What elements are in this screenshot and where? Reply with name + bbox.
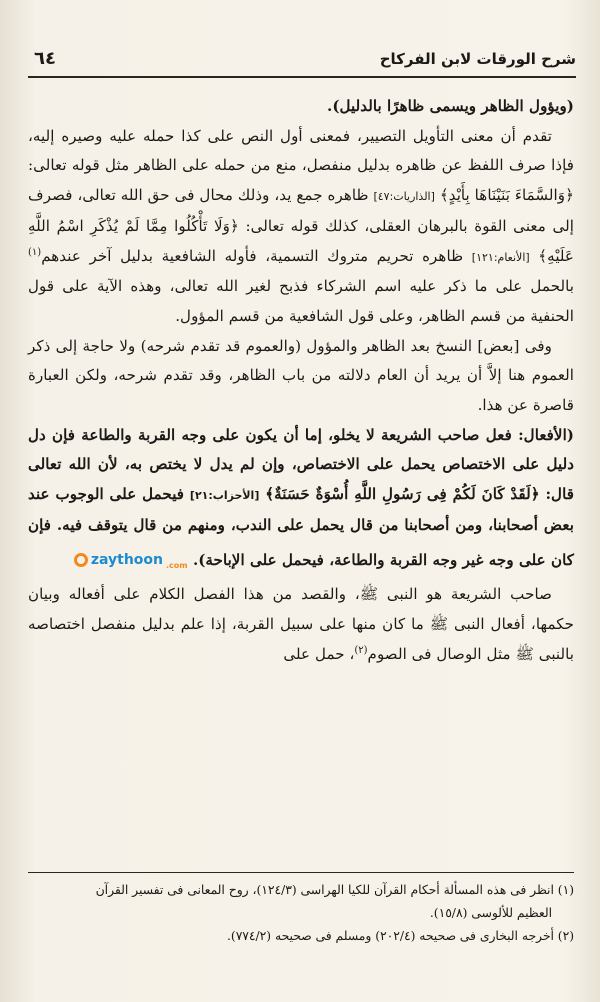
main-text [28,92,574,669]
matn-text: فيحمل على الوجوب عند بعض أصحابنا، ومن أصحابنا من قال يحمل على الندب، ومنهم من قال يتوقف فيه. فإن كان على وجه غير وجه القربة والطاعة، فيحمل على الإباحة). [28,485,574,569]
commentary-text: بالحمل على ما ذكر عليه اسم الشركاء فذبح لغير الله تعالى، وهذه الآية على قول الحنفية من قسم الظاهر، وعلى قول الشافعية من قسم المؤول. [28,277,574,325]
footnote-text: (٢) أخرجه البخارى فى صحيحه (٢٠٢/٤) ومسلم فى صحيحه (٧٧٤/٢). [226,929,574,943]
commentary-text: وفى [بعض] النسخ بعد الظاهر والمؤول (والعموم قد تقدم شرحه) ولا حاجة إلى ذكر العموم هنا إلاَّ أن يريد أن العام دلالته من باب الظاهر، وقد تقدم شرحه، ولكن العبارة قاصرة عن هذا. [28,336,574,415]
quran-reference: [الأنعام:١٢١] [471,250,530,264]
watermark-tld: .com [166,560,188,570]
footnote-text: (١) انظر فى هذه المسألة أحكام القرآن للكيا الهراسى (١٢٤/٣)، روح المعانى فى تفسير القرآن [95,883,574,897]
footnote-marker[interactable]: (٢) [354,644,368,656]
matn-text: (الأفعال: فعل صاحب الشريعة لا يخلو، إما أن يكون على وجه القربة والطاعة فإن دل دليل على الاختصاص يحمل على الاختصاص، وإن لم يدل لا يختص به، لأن الله تعالى قال: ﴿لَقَدْ كَانَ لَكُمْ فِى رَسُولِ اللَّهِ أُسْوَةٌ حَسَنَةٌ﴾ [28,425,574,504]
commentary-text: تقدم أن معنى التأويل التصيير، فمعنى أول النص على كذا حمله عليه وصيره إليه، فإذا صرف اللفظ عن ظاهره بدليل منفصل، منع من حمله على الظاهر مثل قوله تعالى: ﴿وَالسَّمَاءَ بَنَيْنَاهَا بِأَيْدٍ﴾ [28,126,574,205]
commentary-paragraph-1 [28,122,574,332]
footnote-text: العظيم للألوسى (١٥/٨). [429,906,552,920]
running-header [28,46,576,78]
commentary-paragraph-2 [28,332,574,421]
zaythoon-logo-icon [74,553,88,567]
commentary-text: ظاهره تحريم متروك التسمية، فأوله الشافعية بدليل آخر عندهم [41,246,464,265]
matn-paragraph-1 [28,92,574,122]
matn-text: (ويؤول الظاهر ويسمى ظاهرًا بالدليل). [327,97,574,115]
commentary-text: ظاهره جمع يد، وذلك محال فى حق الله تعالى، فصرف إلى معنى القوة بالبرهان العقلى، كذلك قوله تعالى: ﴿وَلَا تَأْكُلُوا مِمَّا لَمْ يُذْكَرِ اسْمُ اللَّهِ عَلَيْهِ﴾ [28,186,574,265]
footnote-1 [28,879,574,902]
book-title: شرح الورقات لابن الفركاح [379,50,576,68]
matn-paragraph-2 [28,421,574,581]
page-number: ٦٤ [34,48,56,69]
zaythoon-watermark [74,541,188,581]
footnotes [28,872,574,948]
quran-reference: [الأحزاب:٢١] [189,489,260,503]
commentary-text: صاحب الشريعة هو النبى ﷺ، والقصد من هذا الفصل الكلام على أفعاله وبيان حكمها، أفعال النبى ﷺ ما كان منها على سبيل القربة، إذا علم بدليل منفصل اختصاصه بالنبى ﷺ مثل الوصال فى الصوم [28,585,574,663]
commentary-text: ، حمل على [283,644,355,663]
footnote-1-continued [28,902,574,925]
footnote-2 [28,925,574,948]
commentary-paragraph-3 [28,580,574,669]
quran-reference: [الذاريات:٤٧] [373,190,435,204]
footnote-marker[interactable]: (١) [28,246,42,258]
watermark-brand: zaythoon [90,551,164,568]
